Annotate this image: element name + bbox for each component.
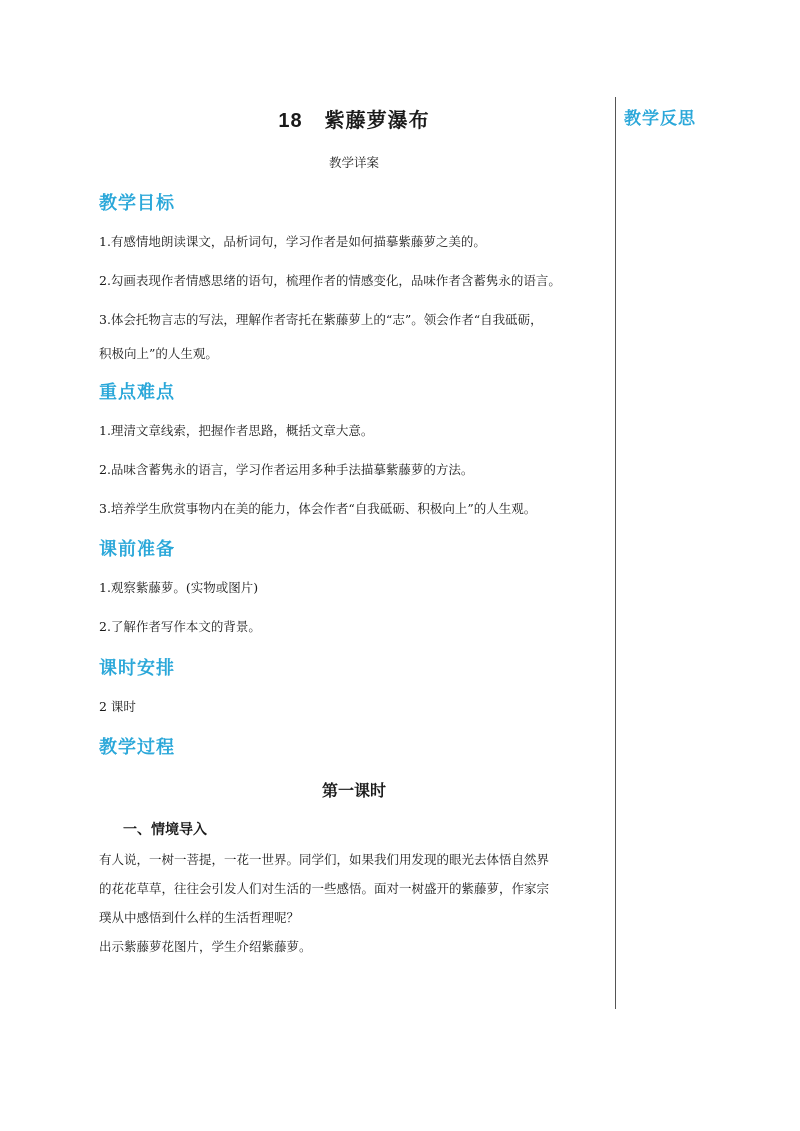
page-title <box>99 104 609 133</box>
process-heading: 教学过程 <box>99 737 175 757</box>
page-subtitle: 教学详案 <box>328 156 379 170</box>
objectives-heading: 教学目标 <box>99 193 175 213</box>
preparation-item: 1.观察紫藤萝。(实物或图片) <box>99 580 259 595</box>
key-points-heading: 重点难点 <box>99 382 175 402</box>
column-divider <box>615 97 616 1009</box>
reflection-column <box>624 104 696 129</box>
key-point-item: 3.培养学生欣赏事物内在美的能力，体会作者“自我砥砺、积极向上”的人生观。 <box>99 501 537 516</box>
intro-line: 有人说，一树一菩提，一花一世界。同学们，如果我们用发现的眼光去体悟自然界 <box>99 852 550 867</box>
intro-line: 璞从中感悟到什么样的生活哲理呢？ <box>99 910 300 925</box>
schedule-heading: 课时安排 <box>99 658 175 678</box>
objective-item: 1.有感情地朗读课文，品析词句，学习作者是如何描摹紫藤萝之美的。 <box>99 234 486 249</box>
objective-item-continued: 积极向上”的人生观。 <box>99 346 218 361</box>
objective-item: 2.勾画表现作者情感思绪的语句，梳理作者的情感变化，品味作者含蓄隽永的语言。 <box>99 273 561 288</box>
schedule-text: 2 课时 <box>99 699 136 714</box>
lesson-number: 18 <box>278 110 303 132</box>
preparation-list <box>99 578 609 637</box>
objective-item: 3.体会托物言志的写法，理解作者寄托在紫藤萝上的“志”。领会作者“自我砥砺， <box>99 312 543 327</box>
first-lesson-title: 第一课时 <box>321 783 386 800</box>
preparation-heading: 课前准备 <box>99 539 175 559</box>
lesson-name: 紫藤萝瀑布 <box>324 110 430 132</box>
preparation-item: 2.了解作者写作本文的背景。 <box>99 619 261 634</box>
key-point-item: 2.品味含蓄隽永的语言，学习作者运用多种手法描摹紫藤萝的方法。 <box>99 462 474 477</box>
step-heading: 一、情境导入 <box>123 821 207 837</box>
intro-line: 的花花草草，往往会引发人们对生活的一些感悟。面对一树盛开的紫藤萝，作家宗 <box>99 881 550 896</box>
key-point-item: 1.理清文章线索，把握作者思路，概括文章大意。 <box>99 423 374 438</box>
intro-text <box>99 845 609 961</box>
lesson-plan-body <box>99 100 609 961</box>
intro-line: 出示紫藤萝花图片，学生介绍紫藤萝。 <box>99 939 312 954</box>
reflection-heading: 教学反思 <box>624 109 696 128</box>
key-points-list <box>99 421 609 519</box>
objectives-list <box>99 232 609 364</box>
